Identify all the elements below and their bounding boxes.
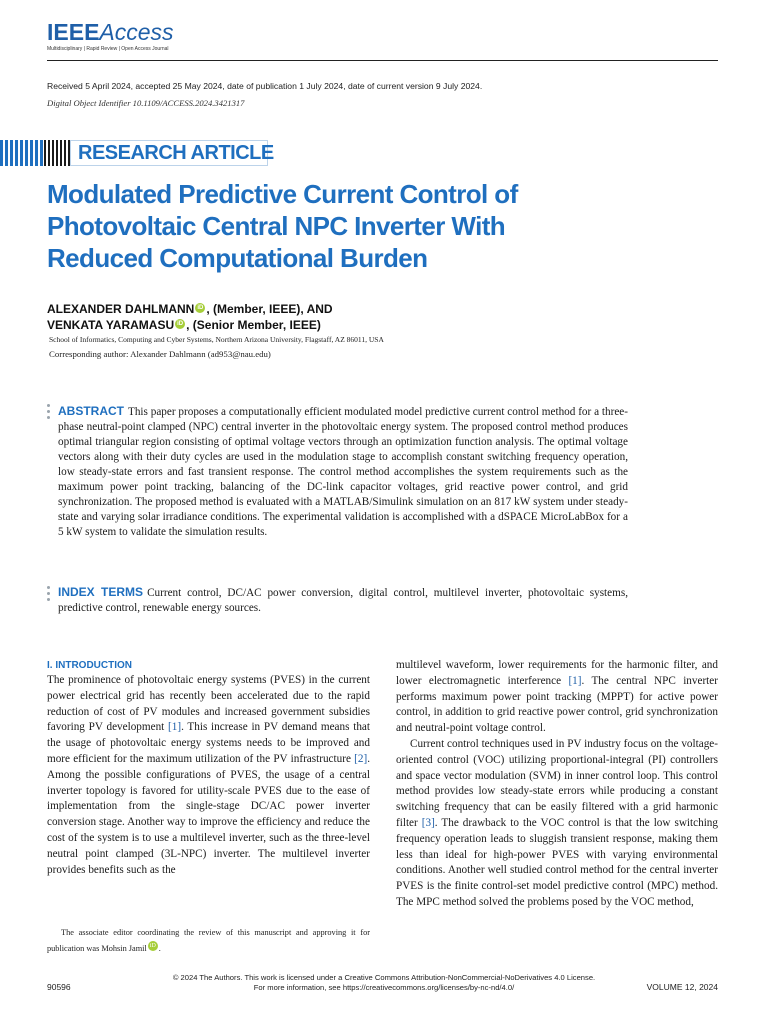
paragraph-text: . The drawback to the VOC control is that the low switching frequency operation leads to sluggish transient response, making them less than ideal for high-power PVES with varying environmental conditions. Another well studied control method for the central inverter PVES is the finite control-set model predictive control (MPC) method. The MPC method solved the problems posed by the VOC method, (396, 816, 718, 908)
abstract-label: ABSTRACT (58, 404, 124, 418)
paragraph-text: . The central NPC inverter performs maximum power point tracking (MPPT) for active power control, in addition to grid reactive power control, grid synchronization and neutral-point voltage control. (396, 674, 718, 735)
author-line-1 (47, 301, 333, 317)
author-role-2: , (Senior Member, IEEE) (186, 318, 321, 332)
body-column-right (396, 658, 718, 911)
affiliation: School of Informatics, Computing and Cyber Systems, Northern Arizona University, Flagstaff, AZ 86011, USA (49, 335, 384, 344)
header-rule (47, 60, 718, 61)
received-dates: Received 5 April 2024, accepted 25 May 2024, date of publication 1 July 2024, date of current version 9 July 2024. (47, 81, 483, 91)
author-line-2 (47, 317, 333, 333)
paragraph-text: The prominence of photovoltaic energy systems (PVES) in the current power electrical grid has recently been accelerated due to the rapid reduction of cost of PV modules and increased government subsidies favoring PV development (47, 674, 370, 734)
title-line-3: Reduced Computational Burden (47, 243, 428, 273)
title-line-2: Photovoltaic Central NPC Inverter With (47, 211, 506, 241)
article-type-banner (0, 137, 272, 169)
index-terms-block (58, 585, 628, 616)
citation-link[interactable]: [2] (354, 752, 368, 765)
volume-label: VOLUME 12, 2024 (646, 982, 718, 992)
paragraph-text: . Among the possible configurations of PVES, the usage of a central inverter topology is favored for utility-scale PVES due to the ease of implementation from the single-stage DC/AC power inverter conversion stage. Another way to improve the efficiency and reduce the cost of the system is to use a multilevel inverter, such as the three-level neutral point clamped (3L-NPC) inverter. The multilevel inverter provides benefits such as the (47, 752, 370, 876)
orcid-icon[interactable]: iD (149, 943, 156, 949)
intro-paragraph-2 (396, 737, 718, 911)
body-column-left (47, 658, 370, 878)
intro-paragraph-1 (47, 673, 370, 878)
footnote-text: The associate editor coordinating the review of this manuscript and approving it for publication was Mohsin Jamil (47, 928, 370, 953)
logo-access: Access (99, 19, 174, 45)
journal-logo (47, 20, 174, 52)
logo-ieee: IEEE (47, 19, 100, 45)
doi-line: Digital Object Identifier 10.1109/ACCESS.2024.3421317 (47, 98, 245, 108)
orcid-icon[interactable]: iD (197, 305, 204, 311)
paragraph-text: multilevel waveform, lower requirements for the harmonic filter, and lower electromagnetic interference (396, 659, 718, 687)
abstract-block (58, 404, 628, 540)
editor-footnote (47, 925, 370, 957)
intro-paragraph-1-cont (396, 658, 718, 737)
index-terms-text: Current control, DC/AC power conversion, digital control, multilevel inverter, photovoltaic systems, predictive control, renewable energy sources. (58, 587, 628, 614)
orcid-icon[interactable]: iD (177, 321, 184, 327)
paper-title (47, 178, 607, 274)
license-line-1: © 2024 The Authors. This work is licensed under a Creative Commons Attribution-NonCommercial-NoDerivatives 4.0 License. (172, 973, 596, 982)
author-list (47, 301, 333, 333)
logo-tagline: Multidisciplinary | Rapid Review | Open Access Journal (47, 46, 169, 52)
abstract-text: This paper proposes a computationally efficient modulated model predictive current control method for a three-phase neutral-point clamped (NPC) central inverter in the photovoltaic energy system. The proposed control method produces optimal triangular region consisting of optimal voltage vectors through an optimization function analysis. The optimal voltage vectors along with their duty cycles are used in the modulation stage to accomplish constant switching frequency operation, low steady-state errors and fast transient response. The control method accomplishes the system requirements such as the maximum power point tracking, balancing of the DC-link capacitor voltages, grid reactive power control, and grid synchronization. The proposed method is evaluated with a MATLAB/Simulink simulation on an 817 kW system under steady-state and varying solar irradiance conditions. The experimental validation is accomplished with a dSPACE MicroLabBox for a 5 kW system to validate the simulation results. (58, 406, 628, 538)
page-number: 90596 (47, 982, 71, 992)
footnote-end: . (158, 944, 161, 953)
section-heading: I. INTRODUCTION (47, 660, 132, 671)
title-line-1: Modulated Predictive Current Control of (47, 179, 518, 209)
citation-link[interactable]: [3] (421, 816, 435, 829)
index-terms-label: INDEX TERMS (58, 585, 144, 599)
index-terms-marker-icon (47, 586, 50, 604)
citation-link[interactable]: [1] (168, 721, 182, 734)
citation-link[interactable]: [1] (568, 674, 582, 687)
author-role-1: , (Member, IEEE), AND (206, 302, 333, 316)
banner-dark-stripes (44, 140, 70, 166)
paragraph-text: . This increase in PV demand means that the usage of photovoltaic energy systems needs to be improved and more efficient for the maximum utilization of the PV infrastructure (47, 721, 370, 765)
author-name-2: VENKATA YARAMASU (47, 318, 175, 332)
author-name-1: ALEXANDER DAHLMANN (47, 302, 195, 316)
license-line-2[interactable]: For more information, see https://creativecommons.org/licenses/by-nc-nd/4.0/ (253, 983, 515, 992)
banner-label: RESEARCH ARTICLE (78, 142, 274, 164)
paragraph-text: Current control techniques used in PV industry focus on the voltage-oriented control (VOC) utilizing proportional-integral (PI) controllers and space vector modulation (SVM) in inner control loop. This control method provides low steady-state errors while producing a constant switching frequency that can be easily filtered with a grid harmonic filter (396, 737, 718, 829)
corresponding-author: Corresponding author: Alexander Dahlmann (ad953@nau.edu) (49, 349, 271, 359)
abstract-marker-icon (47, 404, 50, 422)
